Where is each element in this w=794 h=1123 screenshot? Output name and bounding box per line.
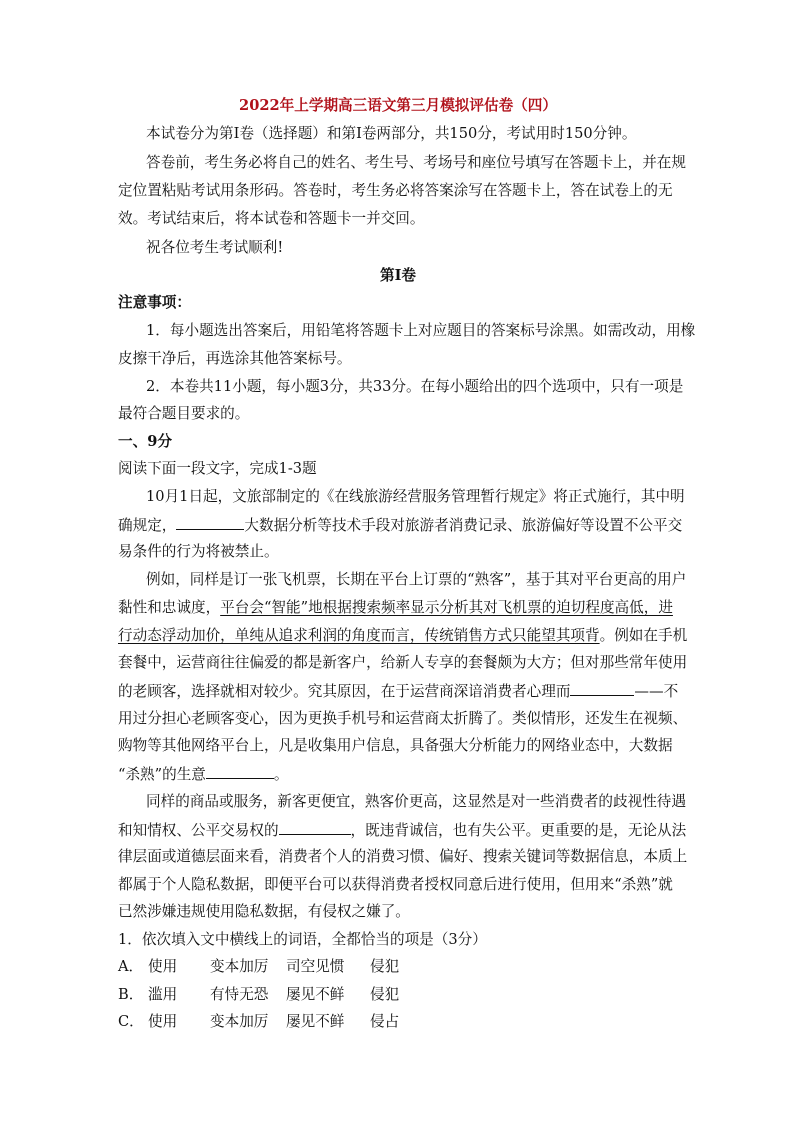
option-word: 侵犯 bbox=[370, 958, 400, 975]
passage-line: 购物等其他网络平台上，凡是收集用户信息，具备强大分析能力的网络业态中，大数据 bbox=[118, 737, 673, 754]
passage-line bbox=[118, 764, 678, 785]
passage-text: ，既违背诚信，也有失公平。更重要的是，无论从法 bbox=[350, 822, 687, 839]
option-word: 侵占 bbox=[370, 1013, 400, 1030]
option-word: 变本加厉 bbox=[210, 958, 269, 975]
passage-line bbox=[118, 598, 678, 618]
note-line: 2．本卷共11小题，每小题3分，共33分。在每小题给出的四个选项中，只有一项是 bbox=[146, 378, 684, 395]
part-heading: 一、9分 bbox=[118, 433, 172, 450]
intro-line: 祝各位考生考试顺利! bbox=[146, 239, 284, 256]
intro-line: 定位置粘贴考试用条形码。答卷时，考生务必将答案涂写在答题卡上，答在试卷上的无 bbox=[118, 182, 673, 199]
section-title: 第Ⅰ卷 bbox=[379, 267, 416, 284]
fill-blank bbox=[570, 681, 634, 696]
option-word: 使用 bbox=[148, 1013, 178, 1030]
note-line: 1．每小题选出答案后，用铅笔将答题卡上对应题目的答案标号涂黑。如需改动，用橡 bbox=[146, 322, 696, 339]
passage-line: 已然涉嫌违规使用隐私数据，有侵权之嫌了。 bbox=[118, 903, 410, 920]
option-word: 变本加厉 bbox=[210, 1013, 269, 1030]
notes-heading: 注意事项： bbox=[118, 294, 191, 311]
option-word: 滥用 bbox=[148, 986, 178, 1003]
passage-text: “杀熟”的生意 bbox=[118, 766, 206, 783]
fill-blank bbox=[279, 820, 351, 835]
passage-text: 黏性和忠诚度， bbox=[118, 599, 221, 616]
option-a bbox=[118, 957, 678, 977]
exam-title: 2022年上学期高三语文第三月模拟评估卷（四） bbox=[239, 97, 557, 114]
option-word: 屡见不鲜 bbox=[286, 1013, 345, 1030]
part-instruction: 阅读下面一段文字，完成1-3题 bbox=[118, 460, 317, 477]
passage-line: 用过分担心老顾客变心，因为更换手机号和运营商太折腾了。类似情形，还发生在视频、 bbox=[118, 710, 688, 727]
passage-line: 10月1日起，文旅部制定的《在线旅游经营服务管理暂行规定》将正式施行，其中明 bbox=[146, 488, 685, 505]
passage-line: 都属于个人隐私数据，即便平台可以获得消费者授权同意后进行使用，但用来“杀熟”就 bbox=[118, 876, 673, 893]
option-word: 使用 bbox=[148, 958, 178, 975]
underlined-sentence: 行动态浮动加价，单纯从追求利润的角度而言，传统销售方式只能望其项背 bbox=[118, 627, 600, 644]
intro-line: 效。考试结束后，将本试卷和答题卡一并交回。 bbox=[118, 210, 425, 227]
passage-text: 确规定， bbox=[118, 517, 177, 534]
intro-line: 答卷前，考生务必将自己的姓名、考生号、考场号和座位号填写在答题卡上，并在规 bbox=[146, 154, 686, 171]
option-c bbox=[118, 1012, 678, 1032]
passage-line: 套餐中，运营商往往偏爱的都是新客户，给新人专享的套餐颇为大方；但对那些常年使用 bbox=[118, 654, 688, 671]
passage-line bbox=[118, 515, 683, 536]
fill-blank bbox=[206, 764, 274, 779]
underlined-sentence: 平台会“智能”地根据搜索频率显示分析其对飞机票的迫切程度高低，进 bbox=[220, 599, 673, 616]
fill-blank bbox=[176, 515, 244, 530]
option-b bbox=[118, 985, 678, 1005]
passage-line: 律层面或道德层面来看，消费者个人的消费习惯、偏好、搜索关键词等数据信息，本质上 bbox=[118, 848, 688, 865]
passage-text: ——不 bbox=[634, 683, 679, 700]
option-label: A． bbox=[118, 958, 144, 975]
passage-line: 例如，同样是订一张飞机票，长期在平台上订票的“熟客”，基于其对平台更高的用户 bbox=[146, 571, 687, 588]
option-word: 屡见不鲜 bbox=[286, 986, 345, 1003]
passage-text: 大数据分析等技术手段对旅游者消费记录、旅游偏好等设置不公平交 bbox=[244, 517, 683, 534]
question-stem: 1．依次填入文中横线上的词语，全都恰当的项是（3分） bbox=[118, 931, 487, 948]
passage-line: 同样的商品或服务，新客更便宜，熟客价更高，这显然是对一些消费者的歧视性待遇 bbox=[146, 793, 686, 810]
option-label: B． bbox=[118, 986, 144, 1003]
passage-text: 。 bbox=[273, 766, 289, 783]
option-label: C． bbox=[118, 1013, 144, 1030]
passage-line: 易条件的行为将被禁止。 bbox=[118, 543, 279, 560]
passage-line bbox=[118, 820, 687, 841]
note-line: 皮擦干净后，再选涂其他答案标号。 bbox=[118, 350, 352, 367]
option-word: 司空见惯 bbox=[286, 958, 345, 975]
option-word: 有恃无恐 bbox=[210, 986, 269, 1003]
passage-text: 。例如在手机 bbox=[599, 627, 688, 644]
option-word: 侵犯 bbox=[370, 986, 400, 1003]
passage-line bbox=[118, 626, 688, 646]
intro-line: 本试卷分为第Ⅰ卷（选择题）和第Ⅰ卷两部分，共150分，考试用时150分钟。 bbox=[146, 125, 637, 142]
passage-text: 的老顾客，选择就相对较少。究其原因，在于运营商深谙消费者心理而 bbox=[118, 683, 571, 700]
passage-line bbox=[118, 681, 678, 702]
note-line: 最符合题目要求的。 bbox=[118, 405, 250, 422]
passage-text: 和知情权、公平交易权的 bbox=[118, 822, 279, 839]
